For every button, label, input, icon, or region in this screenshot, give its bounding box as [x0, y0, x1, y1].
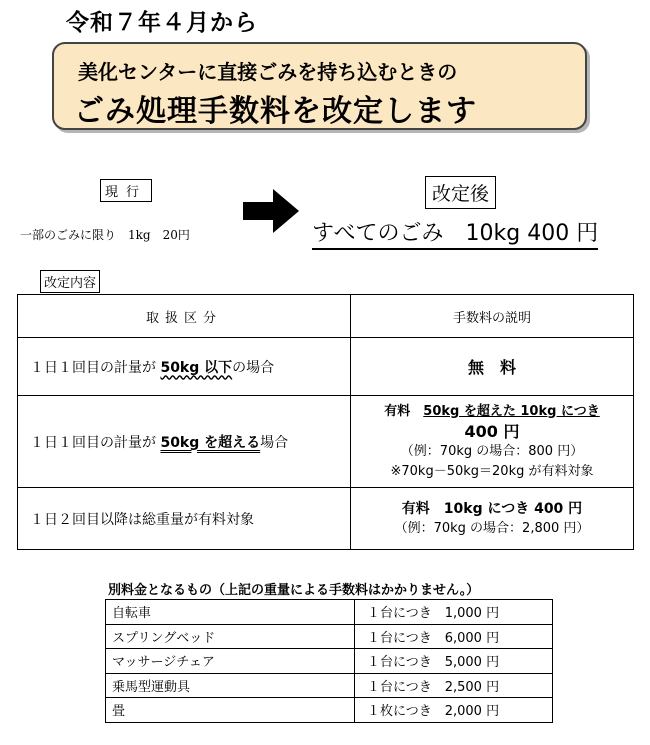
revised-label: 改定後 — [425, 176, 496, 209]
header-category: 取扱区分 — [18, 295, 351, 338]
extra-fee-title: 別料金となるもの（上記の重量による手数料はかかりません。） — [108, 583, 480, 598]
fee-amount: 400 円 — [464, 421, 520, 441]
current-label: 現行 — [100, 179, 152, 202]
banner-title: ごみ処理手数料を改定します — [74, 94, 477, 129]
item-name: マッサージチェア — [106, 649, 355, 674]
category-cell: １日１回目の計量が 50kg 以下の場合 — [18, 338, 351, 396]
section-label: 改定内容 — [40, 270, 100, 293]
fee-table — [17, 294, 634, 550]
item-name: 自転車 — [106, 600, 355, 625]
item-price: １台につき 5,000 円 — [355, 649, 553, 674]
emphasis-text: 50kg 以下 — [160, 359, 233, 376]
table-row — [106, 673, 553, 698]
item-name: 乗馬型運動具 — [106, 673, 355, 698]
header-fee: 手数料の説明 — [351, 295, 634, 338]
table-row — [106, 698, 553, 723]
free-text: 無 料 — [467, 358, 516, 377]
table-row — [106, 624, 553, 649]
item-price: １台につき 2,500 円 — [355, 673, 553, 698]
headline: 令和７年４月から — [66, 10, 258, 36]
title-banner — [52, 42, 587, 130]
current-fee-text: 一部のごみに限り 1kg 20円 — [20, 228, 190, 242]
item-name: スプリングベッド — [106, 624, 355, 649]
table-header-row — [18, 295, 634, 338]
table-row — [106, 649, 553, 674]
fee-cell — [351, 488, 634, 550]
table-row — [18, 488, 634, 550]
fee-example: （例：70kg の場合：800 円） — [400, 443, 584, 459]
category-cell: １日２回目以降は総重量が有料対象 — [18, 488, 351, 550]
table-row — [106, 600, 553, 625]
table-row — [18, 396, 634, 488]
extra-fee-table — [105, 599, 553, 723]
item-price: １枚につき 2,000 円 — [355, 698, 553, 723]
emphasis-text: 50kg を超える — [160, 434, 261, 451]
item-price: １台につき 6,000 円 — [355, 624, 553, 649]
revised-fee-text: すべてのごみ 10kg 400 円 — [312, 216, 598, 250]
emphasis-text: 50kg を超えた 10kg につき — [423, 403, 600, 419]
right-arrow-icon — [243, 189, 299, 233]
fee-amount: 有料 10kg につき 400 円 — [401, 500, 583, 517]
fee-cell — [351, 338, 634, 396]
table-row — [18, 338, 634, 396]
fee-note: ※70kg－50kg＝20kg が有料対象 — [390, 463, 594, 479]
fee-cell: 有料 50kg を超えた 10kg につき 400 円 （例：70kg の場合：800 円） ※70kg－50kg＝20kg が有料対象 — [351, 396, 634, 488]
banner-subtitle: 美化センターに直接ごみを持ち込むときの — [78, 60, 458, 84]
item-price: １台につき 1,000 円 — [355, 600, 553, 625]
category-cell: １日１回目の計量が 50kg を超える場合 — [18, 396, 351, 488]
fee-example: （例：70kg の場合：2,800 円） — [394, 520, 590, 536]
item-name: 畳 — [106, 698, 355, 723]
